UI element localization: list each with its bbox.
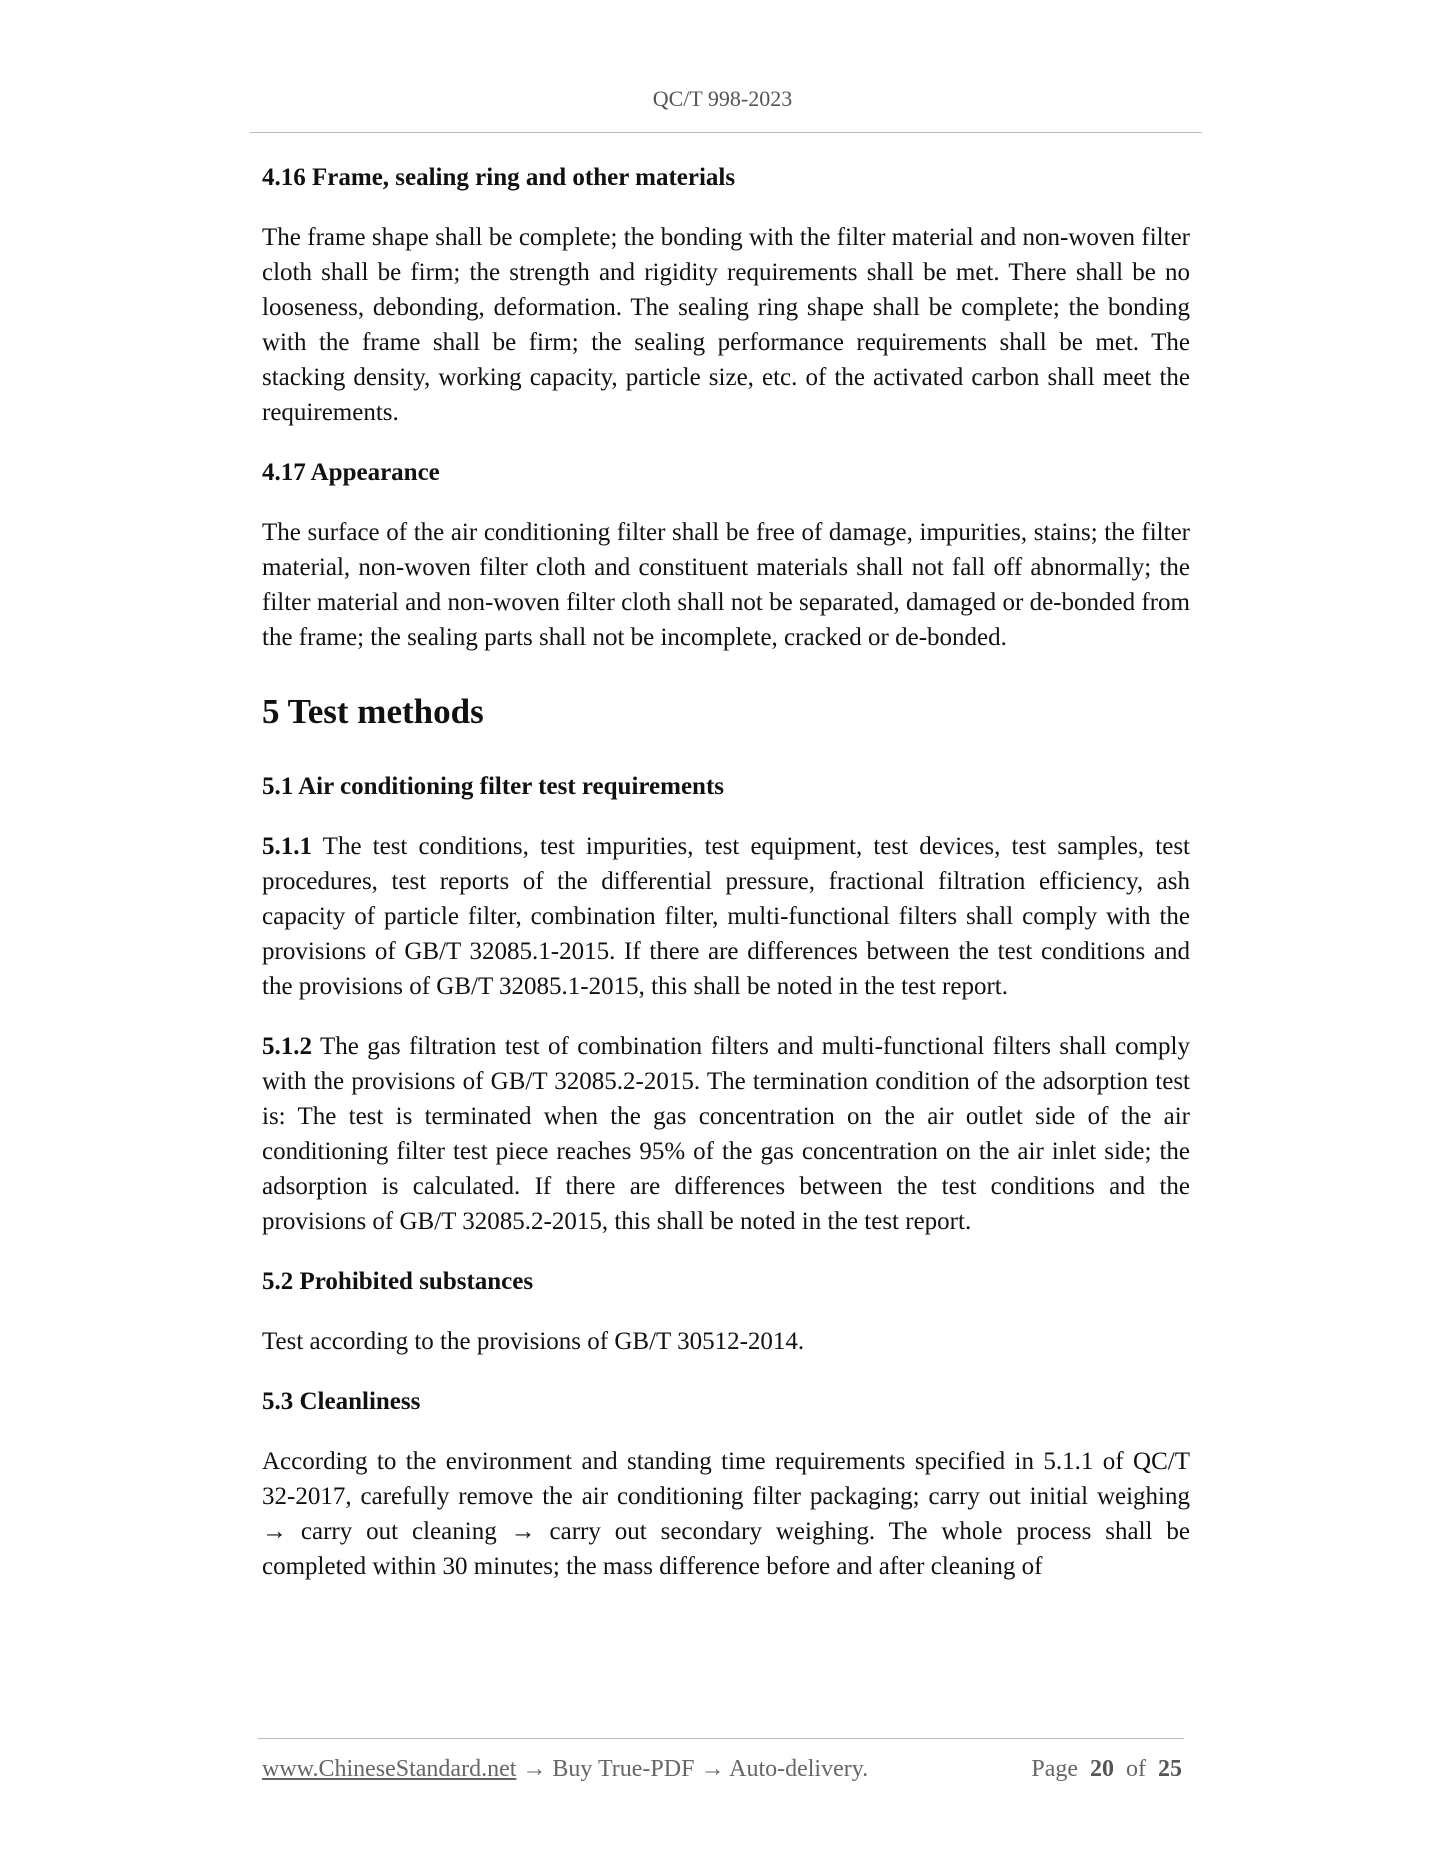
page-total: 25 (1158, 1756, 1182, 1782)
paragraph-5-1-2 (262, 1029, 1190, 1239)
section-heading-4-16: 4.16 Frame, sealing ring and other materials (262, 164, 736, 191)
section-heading-5-2: 5.2 Prohibited substances (262, 1268, 534, 1295)
section-body-4-16: The frame shape shall be complete; the bonding with the filter material and non-woven filter cloth shall be firm; the strength and rigidity requirements shall be met. There shall be no looseness, debonding, deformation. The sealing ring shape shall be complete; the bonding with the frame shall be firm; the sealing performance requirements shall be met. The stacking density, working capacity, particle size, etc. of the activated carbon shall meet the requirements. (262, 224, 1190, 426)
section-body-5-2: Test according to the provisions of GB/T 30512-2014. (262, 1328, 805, 1355)
paragraph-5-1-1 (262, 829, 1190, 1004)
page-label: Page (1031, 1756, 1078, 1782)
chapter-heading-5: 5 Test methods (262, 692, 484, 731)
section-heading-5-1: 5.1 Air conditioning filter test requirements (262, 773, 725, 800)
page-number (1031, 1756, 1182, 1783)
section-body-5-3: According to the environment and standing time requirements specified in 5.1.1 of QC/T 32-2017, carefully remove the air conditioning filter packaging; carry out initial weighing → carry out cleaning → carry out secondary weighing. The whole process shall be completed within 30 minutes; the mass difference before and after cleaning of (262, 1448, 1190, 1580)
page-current: 20 (1090, 1756, 1114, 1782)
clause-number-5-1-2: 5.1.2 (262, 1033, 312, 1060)
page-header-title: QC/T 998-2023 (652, 86, 793, 111)
section-heading-5-3: 5.3 Cleanliness (262, 1388, 421, 1415)
section-heading-4-17: 4.17 Appearance (262, 459, 440, 486)
section-body-4-17: The surface of the air conditioning filter shall be free of damage, impurities, stains; the filter material, non-woven filter cloth and constituent materials shall not fall off abnormally; the filter material and non-woven filter cloth shall not be separated, damaged or de-bonded from the frame; the sealing parts shall not be incomplete, cracked or de-bonded. (262, 519, 1190, 651)
footer-tagline: → Buy True-PDF → Auto-delivery. (516, 1756, 869, 1782)
header-divider (250, 132, 1202, 133)
page-footer (262, 1756, 1182, 1783)
page-of-label: of (1126, 1756, 1146, 1782)
footer-divider (258, 1738, 1184, 1739)
clause-text-5-1-2: The gas filtration test of combination filters and multi-functional filters shall comply with the provisions of GB/T 32085.2-2015. The termination condition of the adsorption test is: The test is terminated when the gas concentration on the air outlet side of the air conditioning filter test piece reaches 95% of the gas concentration on the air inlet side; the adsorption is calculated. If there are differences between the test conditions and the provisions of GB/T 32085.2-2015, this shall be noted in the test report. (262, 1033, 1190, 1235)
clause-number-5-1-1: 5.1.1 (262, 833, 312, 860)
document-body (262, 160, 1190, 1584)
footer-promo (262, 1756, 868, 1783)
footer-website-link[interactable]: www.ChineseStandard.net (262, 1756, 517, 1782)
clause-text-5-1-1: The test conditions, test impurities, test equipment, test devices, test samples, test procedures, test reports of the differential pressure, fractional filtration efficiency, ash capacity of particle filter, combination filter, multi-functional filters shall comply with the provisions of GB/T 32085.1-2015. If there are differences between the test conditions and the provisions of GB/T 32085.1-2015, this shall be noted in the test report. (262, 833, 1190, 1000)
